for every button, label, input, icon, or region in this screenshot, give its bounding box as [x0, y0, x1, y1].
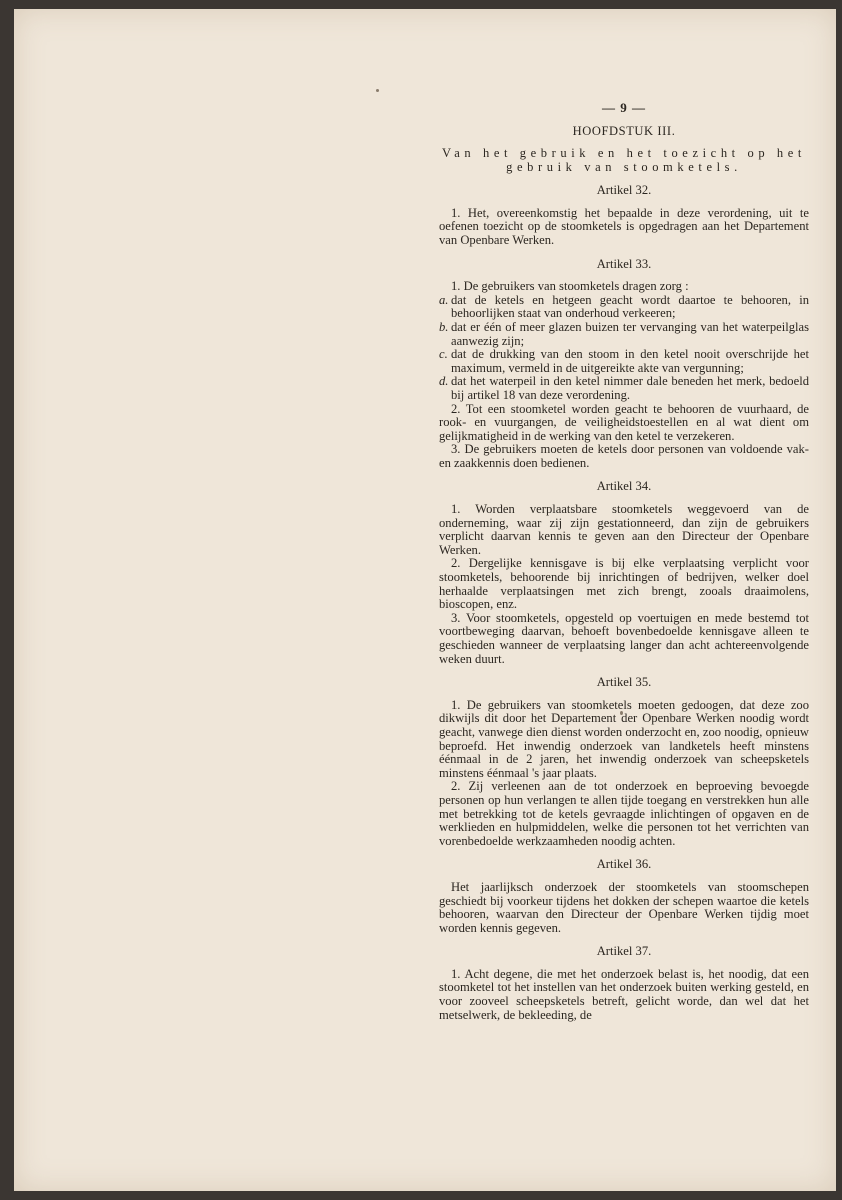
item-text: dat de drukking van den stoom in den ketel nooit overschrijde het maximum, vermeld in de uitgereikte akte van vergunning; [451, 347, 809, 375]
article-35-title: Artikel 35. [596, 675, 652, 690]
item-text: dat het waterpeil in den ketel nimmer dale beneden het merk, bedoeld bij artikel 18 van deze verordening. [451, 374, 809, 402]
article-33-item [439, 375, 809, 402]
paper-speck [376, 89, 379, 92]
article-33-item [439, 348, 809, 375]
chapter-subtitle: Van het gebruik en het toezicht op het gebruik van stoomketels. [442, 146, 806, 174]
document-page [14, 9, 836, 1191]
article-33-paragraph-3: 3. De gebruikers moeten de ketels door personen van voldoende vak- en zaakkennis doen bedienen. [439, 442, 809, 470]
article-34-paragraph-3: 3. Voor stoomketels, opgesteld op voertuigen en mede bestemd tot voortbeweging daarvan, behoeft bovenbedoelde kennisgave alleen te geschieden wanneer de verplaatsing langer dan acht achtereenvolgende weken duurt. [439, 610, 809, 666]
item-text: dat er één of meer glazen buizen ter vervanging van het waterpeilglas aanwezig zijn; [451, 319, 809, 348]
article-32-title: Artikel 32. [596, 183, 652, 198]
article-32-paragraph-1: 1. Het, overeenkomstig het bepaalde in deze verordening, uit te oefenen toezicht op de stoomketels is opgedragen aan het Departement van Openbare Werken. [439, 205, 809, 247]
item-letter: c. [439, 347, 448, 362]
article-37-title: Artikel 37. [596, 944, 652, 959]
article-33-item [439, 294, 809, 321]
article-34-paragraph-1: 1. Worden verplaatsbare stoomketels weggevoerd van de onderneming, waar zij zijn gestationneerd, dan zijn de gebruikers verplicht daarvan kennis te geven aan den Directeur der Openbare Werken. [439, 502, 809, 557]
text-column [439, 101, 809, 1022]
article-37-paragraph-1: 1. Acht degene, die met het onderzoek belast is, het noodig, dat een stoomketel tot het instellen van het onderzoek buiten werking gesteld, en voor zooveel scheepsketels betreft, gelicht worde, dan wel dat het metselwerk, de bekleeding, de [439, 966, 809, 1022]
article-33-title: Artikel 33. [596, 256, 652, 271]
article-36-title: Artikel 36. [596, 857, 652, 872]
item-letter: b. [439, 319, 449, 334]
item-text: dat de ketels en hetgeen geacht wordt daartoe te behooren, in behoorlijken staat van onderhoud verkeeren; [451, 292, 809, 321]
article-33-paragraph-2: 2. Tot een stoomketel worden geacht te behooren de vuurhaard, de rook- en vuurgangen, de veiligheidstoestellen en al wat dient om gelijkmatigheid in de werking van den ketel te verzekeren. [439, 401, 809, 443]
article-34-paragraph-2: 2. Dergelijke kennisgave is bij elke verplaatsing verplicht voor stoomketels, behoorende bij inrichtingen of bedrijven, welker doel herhaalde verplaatsingen met zich brengt, zooals draaimolens, bioscopen, enz. [439, 556, 809, 612]
article-33-item [439, 321, 809, 348]
article-33-paragraph-1: 1. De gebruikers van stoomketels dragen zorg : [451, 279, 689, 294]
page-number: — 9 — [602, 100, 646, 115]
article-34-title: Artikel 34. [596, 479, 652, 494]
chapter-heading: HOOFDSTUK III. [572, 123, 676, 138]
article-36-paragraph-1: Het jaarlijksch onderzoek der stoomketels van stoomschepen geschiedt bij voorkeur tijdens het dokken der schepen waartoe die ketels behooren, waarvan den Directeur der Openbare Werken tijdig moet worden kennis gegeven. [439, 879, 809, 935]
item-letter: a. [439, 292, 449, 307]
item-letter: d. [439, 374, 449, 389]
article-35-paragraph-2: 2. Zij verleenen aan de tot onderzoek en beproeving bevoegde personen op hun verlangen te allen tijde toegang en verstrekken hun alle met betrekking tot de ketels gevraagde inlichtingen of opgaven en de werklieden en hulpmiddelen, welke die personen tot het verrichten van vorenbedoelde werkzaamheden noodig achten. [439, 779, 809, 848]
article-35-paragraph-1: 1. De gebruikers van stoomketels moeten gedoogen, dat deze zoo dikwijls dit door het Departement der Openbare Werken noodig wordt geacht, vanwege dien dienst worden onderzocht en, zoo noodig, opnieuw beproefd. Het inwendig onderzoek van landketels heeft minstens éénmaal in de 2 jaren, het inwendig onderzoek van scheepsketels minstens éénmaal 's jaar plaats. [439, 697, 809, 780]
